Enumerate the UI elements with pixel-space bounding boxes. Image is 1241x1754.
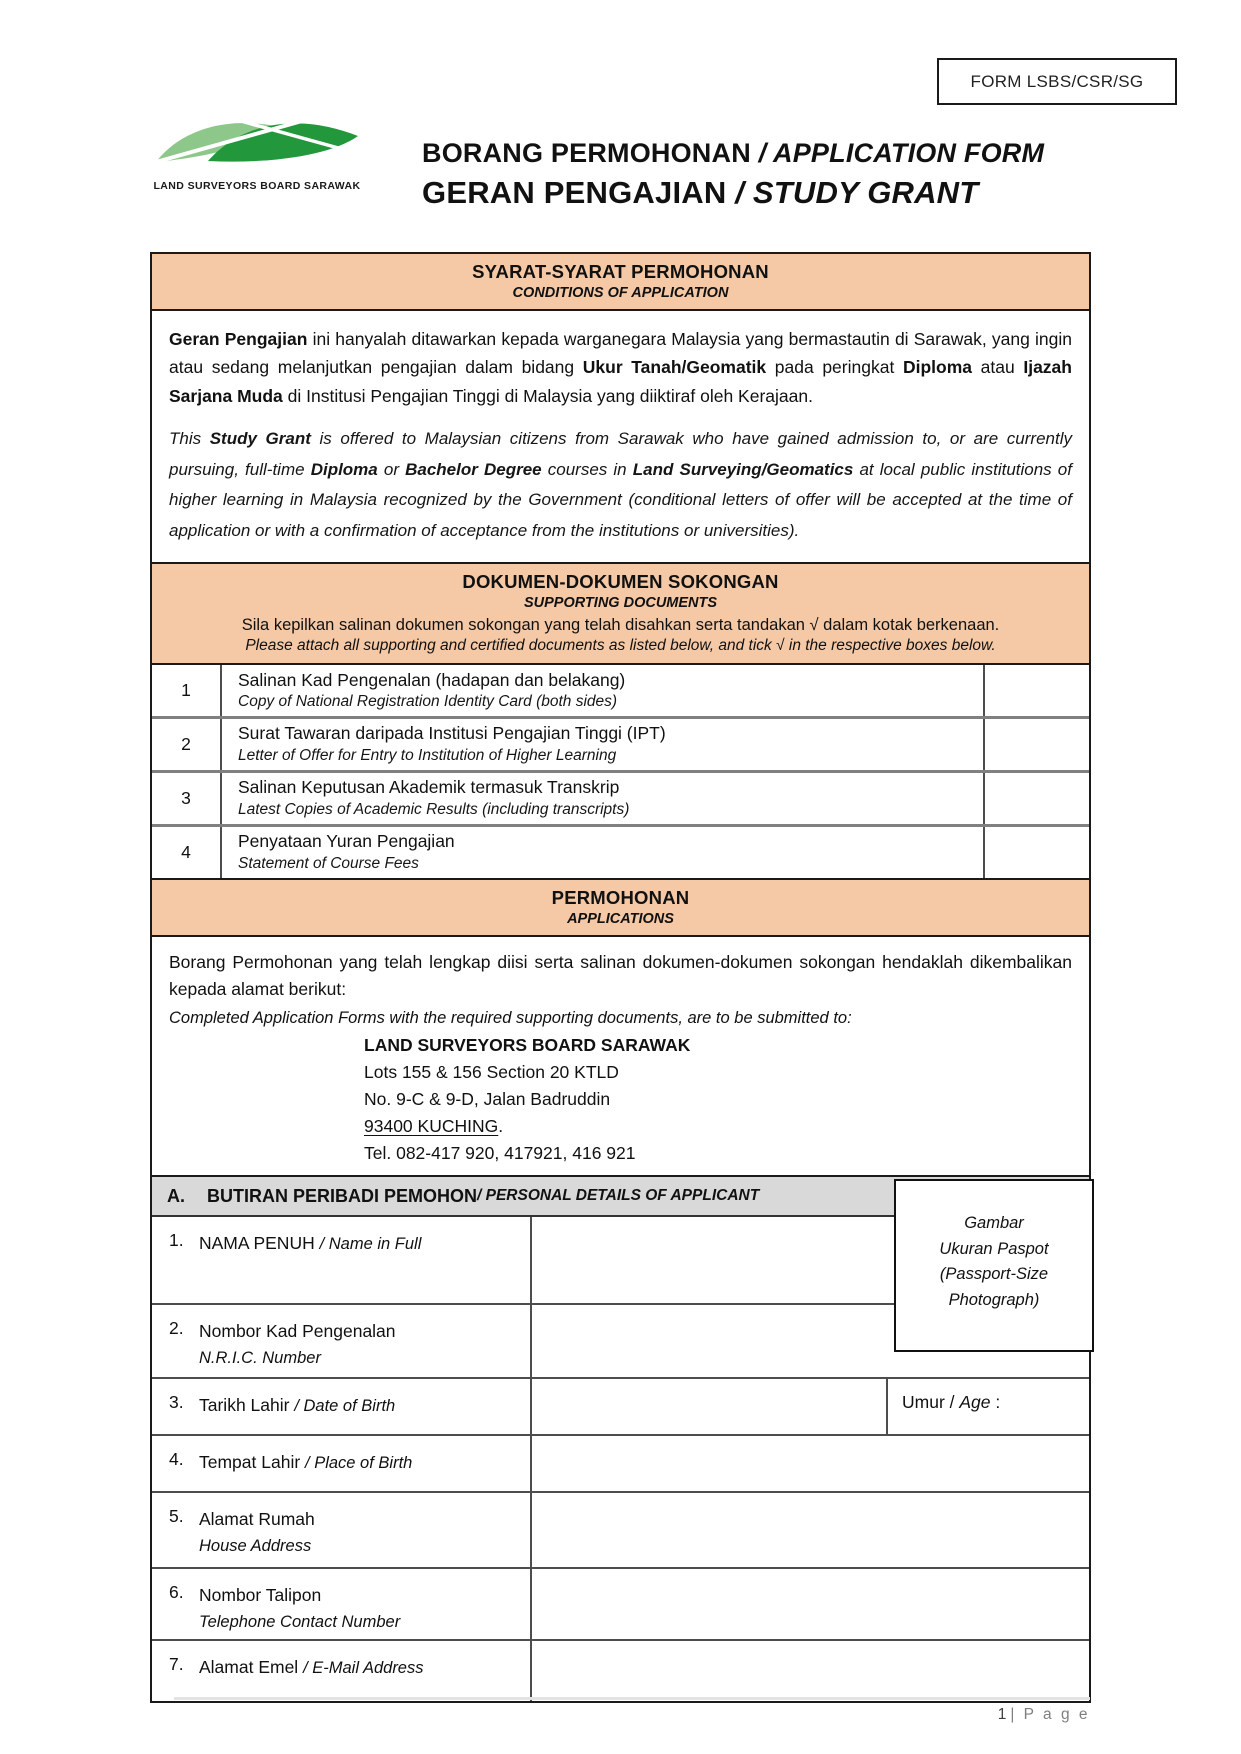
telephone-input-cell[interactable]	[530, 1569, 1089, 1639]
doc-row-number: 3	[152, 773, 222, 824]
table-row	[152, 824, 1089, 878]
logo-caption: LAND SURVEYORS BOARD SARAWAK	[153, 180, 361, 192]
documents-heading-en: SUPPORTING DOCUMENTS	[523, 595, 718, 612]
table-row	[152, 770, 1089, 824]
documents-header-band	[152, 562, 1089, 665]
form-title-line1: BORANG PERMOHONAN / APPLICATION FORM	[422, 138, 1045, 168]
doc-description-my: Salinan Kad Pengenalan (hadapan dan belakang)	[238, 669, 626, 690]
section-letter: A.	[167, 1185, 185, 1206]
doc-row-number: 1	[152, 665, 222, 716]
doc-description-en: Letter of Offer for Entry to Institution of Higher Learning	[238, 747, 617, 765]
row-number: 4.	[169, 1449, 184, 1469]
applications-header-band	[152, 878, 1089, 937]
form-code-box	[937, 58, 1177, 105]
applications-heading-en: APPLICATIONS	[567, 910, 674, 927]
pob-input-cell[interactable]	[530, 1436, 1089, 1491]
applications-paragraph-my: Borang Permohonan yang telah lengkap diisi serta salinan dokumen-dokumen sokongan hendaklah dikembalikan kepada alamat berikut:	[169, 951, 1072, 999]
table-row	[152, 665, 1089, 716]
doc-row-number: 4	[152, 827, 222, 878]
field-label: Nombor Kad Pengenalan N.R.I.C. Number	[199, 1321, 396, 1368]
conditions-paragraph-en: This Study Grant is offered to Malaysian citizens from Sarawak who have gained admission to, or are currently pursuing, full-time Diploma or Bachelor Degree courses in Land Surveying/Geomatics at local public institutions of higher learning in Malaysia recognized by the Government (conditional letters of offer will be accepted at the time of application or with a confirmation of acceptance from the institutions or universities).	[169, 429, 1072, 540]
row-number: 7.	[169, 1654, 184, 1674]
doc-row-number: 2	[152, 719, 222, 770]
doc-description-en: Latest Copies of Academic Results (including transcripts)	[238, 800, 630, 818]
address-line: No. 9-C & 9-D, Jalan Badruddin	[364, 1089, 611, 1110]
lsbs-logo-icon	[152, 161, 362, 178]
field-label: Tempat Lahir / Place of Birth	[199, 1452, 413, 1472]
row-number: 3.	[169, 1392, 184, 1412]
applications-paragraph-en: Completed Application Forms with the required supporting documents, are to be submitted to:	[169, 1008, 852, 1027]
section-title-en: / PERSONAL DETAILS OF APPLICANT	[477, 1187, 760, 1204]
conditions-paragraph-my: Geran Pengajian ini hanyalah ditawarkan kepada warganegara Malaysia yang bermastautin di Sarawak, yang ingin atau sedang melanjutkan pengajian dalam bidang Ukur Tanah/Geomatik pada peringkat Diploma atau Ijazah Sarjana Muda di Institusi Pengajian Tinggi di Malaysia yang diiktiraf oleh Kerajaan.	[169, 329, 1072, 406]
form-title-line2: GERAN PENGAJIAN / STUDY GRANT	[422, 175, 979, 210]
house-address-input-cell[interactable]	[530, 1493, 1089, 1567]
form-title	[422, 138, 1044, 211]
doc-description-my: Surat Tawaran daripada Institusi Pengajian Tinggi (IPT)	[238, 723, 666, 744]
age-input-cell[interactable]: Umur / Age :	[886, 1379, 1089, 1434]
address-city: 93400 KUCHING.	[364, 1116, 504, 1137]
doc-checkbox-cell[interactable]	[983, 665, 1089, 716]
dob-input-cell[interactable]	[530, 1379, 886, 1434]
field-label: NAMA PENUH / Name in Full	[199, 1233, 422, 1253]
doc-checkbox-cell[interactable]	[983, 773, 1089, 824]
personal-details-section	[150, 1175, 1091, 1703]
field-label: Alamat Emel / E-Mail Address	[199, 1657, 424, 1677]
documents-table	[152, 665, 1089, 877]
documents-instruction-en: Please attach all supporting and certified documents as listed below, and tick √ in the respective boxes below.	[245, 637, 996, 655]
conditions-heading-en: CONDITIONS OF APPLICATION	[512, 285, 729, 301]
documents-instruction-my: Sila kepilkan salinan dokumen sokongan yang telah disahkan serta tandakan √ dalam kotak berkenaan.	[241, 616, 1000, 635]
field-row-telephone	[152, 1567, 1089, 1639]
field-label: Alamat Rumah House Address	[199, 1509, 315, 1556]
lsbs-logo	[148, 112, 366, 192]
address-tel: Tel. 082-417 920, 417921, 416 921	[364, 1143, 636, 1164]
field-row-email	[152, 1639, 1089, 1701]
documents-heading-my: DOKUMEN-DOKUMEN SOKONGAN	[462, 571, 779, 593]
table-row	[152, 716, 1089, 770]
doc-description-en: Copy of National Registration Identity Card (both sides)	[238, 693, 618, 711]
conditions-heading-my: SYARAT-SYARAT PERMOHONAN	[472, 261, 769, 282]
row-number: 1.	[169, 1230, 184, 1250]
row-number: 2.	[169, 1318, 184, 1338]
field-label: Tarikh Lahir / Date of Birth	[199, 1395, 396, 1415]
field-row-dob	[152, 1377, 1089, 1434]
doc-checkbox-cell[interactable]	[983, 827, 1089, 878]
footer-divider	[174, 1697, 1090, 1700]
doc-description-my: Salinan Keputusan Akademik termasuk Transkrip	[238, 777, 620, 798]
row-number: 5.	[169, 1506, 184, 1526]
main-info-box	[150, 252, 1091, 1213]
address-line: Lots 155 & 156 Section 20 KTLD	[364, 1062, 619, 1083]
email-input-cell[interactable]	[530, 1641, 1089, 1701]
doc-description-en: Statement of Course Fees	[238, 854, 419, 872]
conditions-header-band	[152, 254, 1089, 311]
row-number: 6.	[169, 1582, 184, 1602]
doc-description-my: Penyataan Yuran Pengajian	[238, 830, 455, 851]
passport-photo-box[interactable]: Gambar Ukuran Paspot (Passport-Size Photograph)	[894, 1179, 1094, 1352]
field-row-pob	[152, 1434, 1089, 1491]
field-row-house-address	[152, 1491, 1089, 1567]
applications-heading-my: PERMOHONAN	[551, 886, 690, 908]
submission-address	[364, 1032, 1089, 1195]
section-title-my: BUTIRAN PERIBADI PEMOHON	[207, 1185, 478, 1206]
field-label: Nombor Talipon Telephone Contact Number	[199, 1585, 401, 1632]
address-org-name: LAND SURVEYORS BOARD SARAWAK	[364, 1034, 691, 1055]
page-number: 1 | P a g e	[997, 1706, 1090, 1723]
doc-checkbox-cell[interactable]	[983, 719, 1089, 770]
form-code-text: FORM LSBS/CSR/SG	[970, 71, 1144, 91]
